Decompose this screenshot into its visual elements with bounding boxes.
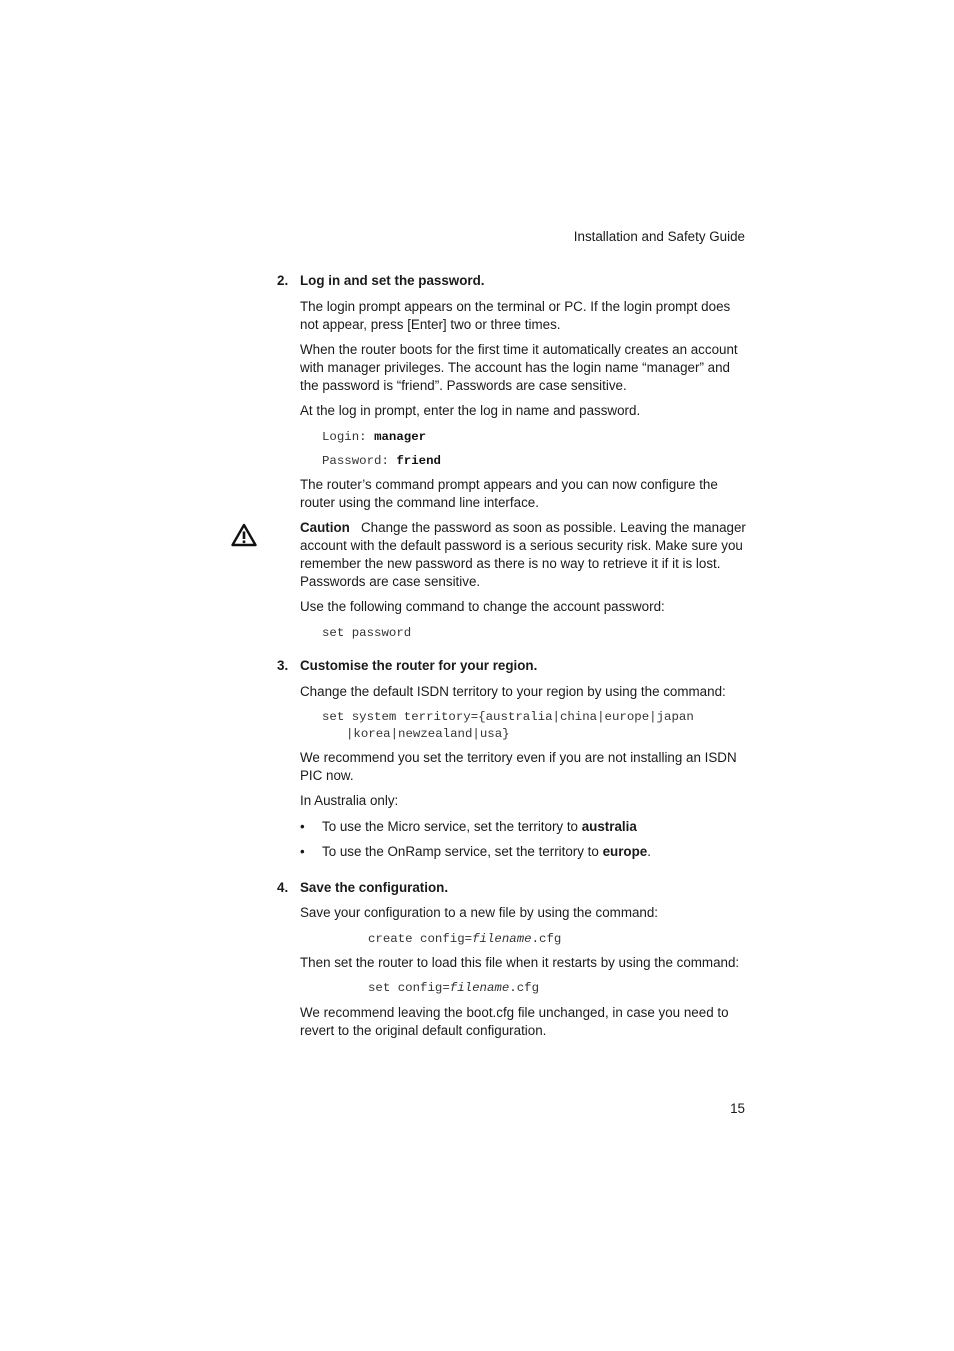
paragraph: In Australia only: xyxy=(300,793,399,808)
code-line: |korea|newzealand|usa} xyxy=(346,727,510,741)
login-code-line xyxy=(322,429,426,446)
step-number: 4. xyxy=(277,880,289,895)
list-item-text: To use the OnRamp service, set the territory to xyxy=(322,844,603,859)
step-2-heading xyxy=(277,272,485,290)
password-value: friend xyxy=(396,454,441,468)
step-4-heading xyxy=(277,879,448,897)
code-text: set config= xyxy=(368,981,450,995)
code-line: set password xyxy=(322,626,412,640)
login-label: Login: xyxy=(322,430,375,444)
paragraph: Use the following command to change the account password: xyxy=(300,599,665,614)
code-line xyxy=(368,980,539,997)
list-item xyxy=(300,818,637,836)
paragraph: When the router boots for the first time it automatically creates an account with manager privileges. The account has the login name “manager” and the password is “friend”. Passwords are case sensitive. xyxy=(300,342,738,393)
running-header: Installation and Safety Guide xyxy=(573,229,745,244)
list-item-text: To use the Micro service, set the territory to xyxy=(322,819,582,834)
caution-text: Change the password as soon as possible. Leaving the manager account with the default password is a serious security risk. Make sure you remember the new password as there is no way to retrieve it if it is lost. Passwords are case sensitive. xyxy=(300,520,746,589)
caution-label: Caution xyxy=(300,520,350,535)
password-code-line xyxy=(322,453,441,470)
step-3-heading xyxy=(277,657,537,675)
warning-triangle-icon xyxy=(231,523,257,547)
paragraph: Change the default ISDN territory to your region by using the command: xyxy=(300,684,726,699)
paragraph: The router’s command prompt appears and you can now configure the router using the command line interface. xyxy=(300,477,718,510)
step-title: Save the configuration. xyxy=(300,880,449,895)
list-item xyxy=(300,843,651,861)
code-placeholder: filename xyxy=(472,932,532,946)
login-value: manager xyxy=(374,430,427,444)
code-placeholder: filename xyxy=(449,981,510,995)
list-item-bold: australia xyxy=(581,819,637,834)
paragraph: We recommend leaving the boot.cfg file unchanged, in case you need to revert to the original default configuration. xyxy=(300,1005,729,1038)
step-title: Log in and set the password. xyxy=(300,273,485,288)
paragraph: Then set the router to load this file when it restarts by using the command: xyxy=(300,955,740,970)
code-text: .cfg xyxy=(531,932,562,946)
code-text: create config= xyxy=(368,932,473,946)
caution-note xyxy=(300,519,750,591)
paragraph: Save your configuration to a new file by using the command: xyxy=(300,905,659,920)
list-item-bold: europe xyxy=(602,844,648,859)
step-title: Customise the router for your region. xyxy=(300,658,538,673)
bullet-icon: • xyxy=(300,844,305,859)
paragraph: We recommend you set the territory even if you are not installing an ISDN PIC now. xyxy=(300,750,737,783)
step-number: 2. xyxy=(277,273,289,288)
bullet-icon: • xyxy=(300,819,305,834)
paragraph: At the log in prompt, enter the log in name and password. xyxy=(300,403,641,418)
password-label: Password: xyxy=(322,454,397,468)
paragraph: The login prompt appears on the terminal or PC. If the login prompt does not appear, press [Enter] two or three times. xyxy=(300,299,731,332)
list-item-end: . xyxy=(647,844,651,859)
code-text: .cfg xyxy=(509,981,540,995)
page-number: 15 xyxy=(730,1101,745,1116)
code-line xyxy=(368,931,561,948)
step-number: 3. xyxy=(277,658,289,673)
code-line: set system territory={australia|china|europe|japan xyxy=(322,710,694,724)
